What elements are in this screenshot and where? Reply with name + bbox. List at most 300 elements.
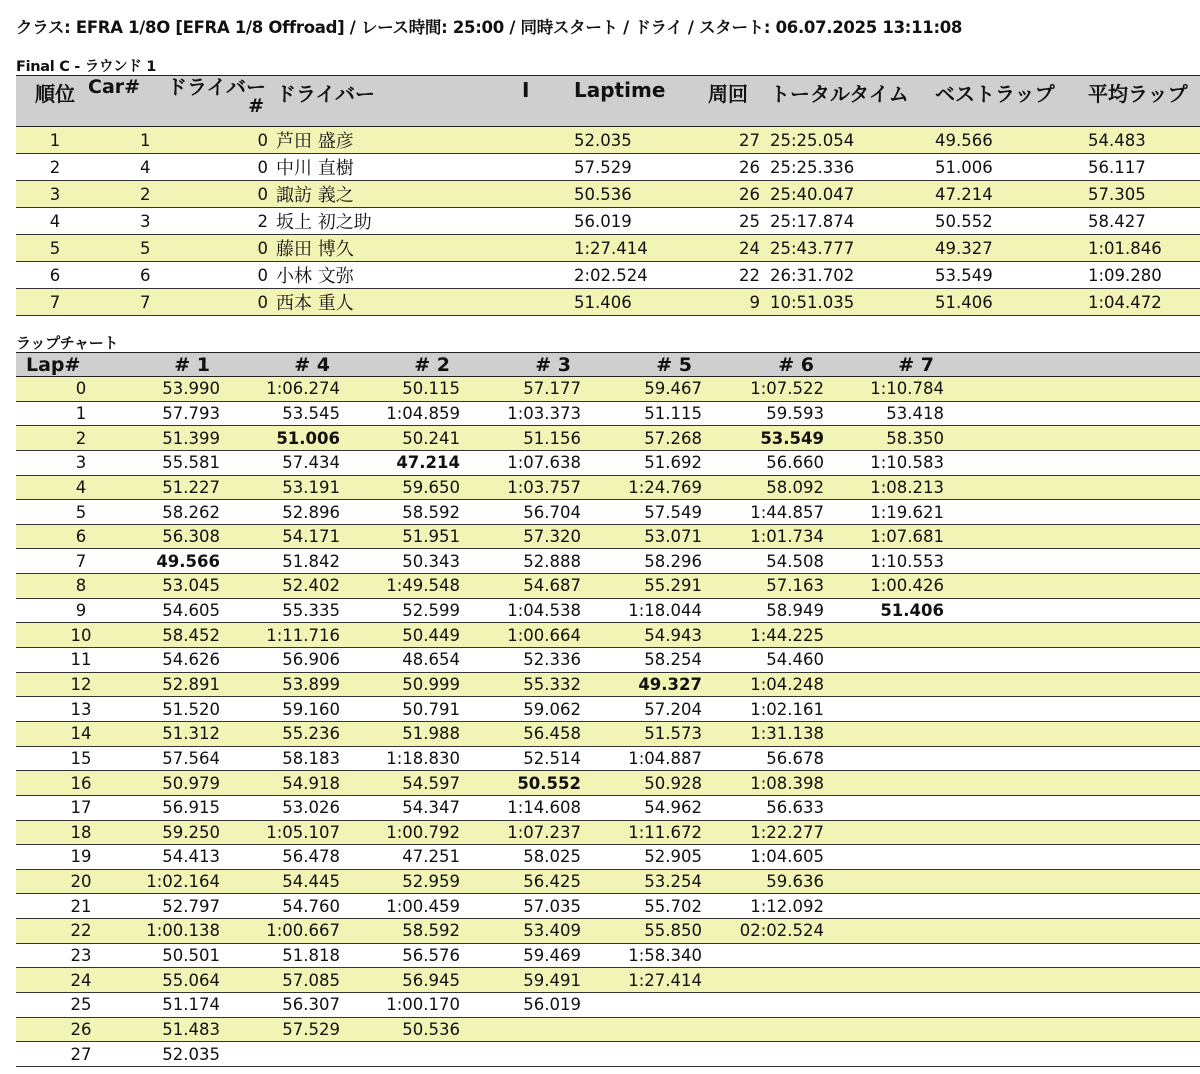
result-car bbox=[94, 289, 272, 316]
results-table bbox=[16, 75, 1200, 316]
result-car bbox=[94, 127, 272, 154]
lap-time: 51.006 bbox=[228, 426, 348, 451]
lap-time: 50.791 bbox=[348, 697, 468, 722]
lap-time: 56.478 bbox=[228, 845, 348, 870]
lap-time: 58.092 bbox=[710, 475, 832, 500]
result-driver-no: 0 bbox=[257, 130, 268, 150]
lap-number: 1 bbox=[16, 401, 146, 426]
result-pos: 7 bbox=[16, 289, 94, 316]
lapchart-filler-cell bbox=[952, 1042, 1200, 1067]
lapchart-row bbox=[16, 426, 1200, 451]
lap-time: 57.320 bbox=[468, 524, 589, 549]
lap-time: 1:01.734 bbox=[710, 524, 832, 549]
lapchart-row bbox=[16, 549, 1200, 574]
lapchart-col-car: # 5 bbox=[589, 353, 710, 377]
lap-time: 51.406 bbox=[832, 598, 952, 623]
lapchart-col-car: # 1 bbox=[146, 353, 228, 377]
lapchart-row bbox=[16, 993, 1200, 1018]
lap-time: 1:08.398 bbox=[710, 771, 832, 796]
lap-time: 57.204 bbox=[589, 697, 710, 722]
lapchart-row bbox=[16, 377, 1200, 402]
lap-time: 59.491 bbox=[468, 968, 589, 993]
lap-time: 54.597 bbox=[348, 771, 468, 796]
lap-time: 57.268 bbox=[589, 426, 710, 451]
lap-time: 58.592 bbox=[348, 500, 468, 525]
lap-time bbox=[832, 869, 952, 894]
result-avg: 57.305 bbox=[1088, 181, 1200, 208]
lap-time: 54.171 bbox=[228, 524, 348, 549]
lap-time: 53.191 bbox=[228, 475, 348, 500]
lapchart-row bbox=[16, 820, 1200, 845]
lap-time: 59.160 bbox=[228, 697, 348, 722]
result-best: 51.006 bbox=[935, 154, 1088, 181]
lapchart-filler-cell bbox=[952, 450, 1200, 475]
lap-time: 55.236 bbox=[228, 721, 348, 746]
lap-time: 56.458 bbox=[468, 721, 589, 746]
lapchart-filler-cell bbox=[952, 426, 1200, 451]
lap-time: 57.035 bbox=[468, 894, 589, 919]
result-laps: 26 bbox=[708, 154, 770, 181]
lap-time: 57.177 bbox=[468, 377, 589, 402]
lapchart-row bbox=[16, 401, 1200, 426]
lap-time: 57.434 bbox=[228, 450, 348, 475]
result-laptime: 51.406 bbox=[574, 289, 708, 316]
lap-time: 53.071 bbox=[589, 524, 710, 549]
lap-time: 1:07.638 bbox=[468, 450, 589, 475]
lap-time: 58.949 bbox=[710, 598, 832, 623]
lap-time: 52.959 bbox=[348, 869, 468, 894]
result-pos: 5 bbox=[16, 235, 94, 262]
lap-time: 56.660 bbox=[710, 450, 832, 475]
lap-time: 1:00.459 bbox=[348, 894, 468, 919]
lap-time: 53.045 bbox=[146, 574, 228, 599]
lapchart-filler-cell bbox=[952, 672, 1200, 697]
result-car-number: 5 bbox=[140, 238, 151, 258]
lap-time: 1:04.538 bbox=[468, 598, 589, 623]
lap-time: 50.928 bbox=[589, 771, 710, 796]
lapchart-row bbox=[16, 623, 1200, 648]
lap-time: 1:27.414 bbox=[589, 968, 710, 993]
result-driver-no: 0 bbox=[257, 184, 268, 204]
result-total: 25:25.336 bbox=[770, 154, 935, 181]
lap-time bbox=[832, 697, 952, 722]
lapchart-row bbox=[16, 721, 1200, 746]
lap-time: 55.291 bbox=[589, 574, 710, 599]
result-total: 26:31.702 bbox=[770, 262, 935, 289]
lap-time: 1:05.107 bbox=[228, 820, 348, 845]
lap-time: 1:19.621 bbox=[832, 500, 952, 525]
lap-time: 57.549 bbox=[589, 500, 710, 525]
lapchart-row bbox=[16, 845, 1200, 870]
lap-time: 50.501 bbox=[146, 943, 228, 968]
result-best: 53.549 bbox=[935, 262, 1088, 289]
result-total: 25:40.047 bbox=[770, 181, 935, 208]
lap-time: 56.906 bbox=[228, 648, 348, 673]
lap-time: 1:11.672 bbox=[589, 820, 710, 845]
result-avg: 1:09.280 bbox=[1088, 262, 1200, 289]
col-flag: I bbox=[522, 76, 574, 127]
lap-number: 22 bbox=[16, 919, 146, 944]
lap-time: 1:49.548 bbox=[348, 574, 468, 599]
lap-number: 10 bbox=[16, 623, 146, 648]
result-laps: 25 bbox=[708, 208, 770, 235]
lap-time: 55.335 bbox=[228, 598, 348, 623]
lap-time bbox=[832, 746, 952, 771]
lap-time: 56.307 bbox=[228, 993, 348, 1018]
lap-time: 1:00.170 bbox=[348, 993, 468, 1018]
lapchart-row bbox=[16, 672, 1200, 697]
lap-number: 13 bbox=[16, 697, 146, 722]
lap-time: 1:07.522 bbox=[710, 377, 832, 402]
result-car-number: 3 bbox=[140, 211, 151, 231]
lap-time bbox=[832, 721, 952, 746]
lap-time: 47.251 bbox=[348, 845, 468, 870]
lapchart-filler-cell bbox=[952, 549, 1200, 574]
lap-time: 57.163 bbox=[710, 574, 832, 599]
lapchart-filler-cell bbox=[952, 598, 1200, 623]
result-row bbox=[16, 127, 1200, 154]
col-laps: 周回 bbox=[708, 76, 770, 127]
results-header-row bbox=[16, 76, 1200, 127]
lap-number: 8 bbox=[16, 574, 146, 599]
lap-time bbox=[710, 993, 832, 1018]
heat-subtitle: Final C - ラウンド 1 bbox=[16, 59, 157, 75]
col-laptime: Laptime bbox=[574, 76, 708, 127]
col-avg: 平均ラップ bbox=[1088, 76, 1200, 127]
lapchart-filler-cell bbox=[952, 401, 1200, 426]
lap-time: 52.891 bbox=[146, 672, 228, 697]
lapchart-filler-cell bbox=[952, 623, 1200, 648]
lap-time: 47.214 bbox=[348, 450, 468, 475]
col-driver-no-l1: ドライバー bbox=[167, 75, 266, 99]
lapchart-col-car: # 4 bbox=[228, 353, 348, 377]
lap-number: 6 bbox=[16, 524, 146, 549]
col-driver-no-l2: # bbox=[248, 95, 264, 117]
lap-time: 53.418 bbox=[832, 401, 952, 426]
lap-time: 59.467 bbox=[589, 377, 710, 402]
lap-time: 59.062 bbox=[468, 697, 589, 722]
lap-number: 3 bbox=[16, 450, 146, 475]
result-flag bbox=[522, 289, 574, 316]
lap-time: 53.549 bbox=[710, 426, 832, 451]
lap-time: 50.115 bbox=[348, 377, 468, 402]
result-best: 51.406 bbox=[935, 289, 1088, 316]
lap-time bbox=[832, 1017, 952, 1042]
lap-number: 12 bbox=[16, 672, 146, 697]
lapchart-filler-cell bbox=[952, 993, 1200, 1018]
lap-time: 54.687 bbox=[468, 574, 589, 599]
lap-time: 1:58.340 bbox=[589, 943, 710, 968]
lap-time bbox=[832, 672, 952, 697]
lap-time bbox=[832, 845, 952, 870]
lap-number: 21 bbox=[16, 894, 146, 919]
lapchart-col-car: # 2 bbox=[348, 353, 468, 377]
lap-time: 49.566 bbox=[146, 549, 228, 574]
lapchart-row bbox=[16, 598, 1200, 623]
lap-time: 1:04.605 bbox=[710, 845, 832, 870]
result-best: 47.214 bbox=[935, 181, 1088, 208]
lap-time: 1:44.857 bbox=[710, 500, 832, 525]
result-driver-no: 2 bbox=[257, 211, 268, 231]
result-driver: 坂上 初之助 bbox=[272, 208, 522, 235]
result-laptime: 2:02.524 bbox=[574, 262, 708, 289]
lap-time bbox=[832, 623, 952, 648]
lap-time: 51.174 bbox=[146, 993, 228, 1018]
lap-time bbox=[832, 820, 952, 845]
lap-time: 1:00.664 bbox=[468, 623, 589, 648]
lapchart-row bbox=[16, 919, 1200, 944]
result-car bbox=[94, 208, 272, 235]
result-pos: 2 bbox=[16, 154, 94, 181]
lap-time: 54.943 bbox=[589, 623, 710, 648]
result-laps: 24 bbox=[708, 235, 770, 262]
lap-time: 1:10.553 bbox=[832, 549, 952, 574]
lap-time: 54.413 bbox=[146, 845, 228, 870]
lap-number: 15 bbox=[16, 746, 146, 771]
result-driver: 中川 直樹 bbox=[272, 154, 522, 181]
lapchart-row bbox=[16, 968, 1200, 993]
result-avg: 54.483 bbox=[1088, 127, 1200, 154]
lap-time: 54.445 bbox=[228, 869, 348, 894]
lapchart-filler-cell bbox=[952, 377, 1200, 402]
lap-time: 1:11.716 bbox=[228, 623, 348, 648]
result-driver: 藤田 博久 bbox=[272, 235, 522, 262]
lap-number: 9 bbox=[16, 598, 146, 623]
result-laps: 22 bbox=[708, 262, 770, 289]
result-total: 25:17.874 bbox=[770, 208, 935, 235]
lap-time bbox=[589, 1017, 710, 1042]
lapchart-row bbox=[16, 574, 1200, 599]
result-row bbox=[16, 235, 1200, 262]
result-car-number: 2 bbox=[140, 184, 151, 204]
lap-time: 52.896 bbox=[228, 500, 348, 525]
lap-time bbox=[228, 1042, 348, 1067]
lap-time: 1:04.248 bbox=[710, 672, 832, 697]
result-car-number: 1 bbox=[140, 130, 151, 150]
lapchart-col-filler bbox=[952, 353, 1200, 377]
lap-time: 50.241 bbox=[348, 426, 468, 451]
lap-number: 24 bbox=[16, 968, 146, 993]
lap-time: 52.797 bbox=[146, 894, 228, 919]
lapchart-filler-cell bbox=[952, 894, 1200, 919]
lap-time: 1:07.681 bbox=[832, 524, 952, 549]
lap-time: 51.988 bbox=[348, 721, 468, 746]
lapchart-filler-cell bbox=[952, 475, 1200, 500]
lap-time: 51.312 bbox=[146, 721, 228, 746]
result-car bbox=[94, 235, 272, 262]
lap-time: 51.115 bbox=[589, 401, 710, 426]
lap-time: 1:00.792 bbox=[348, 820, 468, 845]
lap-time bbox=[710, 943, 832, 968]
result-car bbox=[94, 154, 272, 181]
lap-time: 54.605 bbox=[146, 598, 228, 623]
lap-number: 19 bbox=[16, 845, 146, 870]
col-car: Car# bbox=[88, 76, 141, 98]
lapchart-row bbox=[16, 475, 1200, 500]
result-row bbox=[16, 181, 1200, 208]
lap-number: 20 bbox=[16, 869, 146, 894]
lapchart-filler-cell bbox=[952, 919, 1200, 944]
lap-time: 1:44.225 bbox=[710, 623, 832, 648]
result-driver-no: 0 bbox=[257, 157, 268, 177]
result-row bbox=[16, 154, 1200, 181]
race-header: クラス: EFRA 1/8O [EFRA 1/8 Offroad] / レース時間: 25:00 / 同時スタート / ドライ / スタート: 06.07.2025 13:11:08 bbox=[16, 18, 963, 37]
lap-time: 53.409 bbox=[468, 919, 589, 944]
result-driver: 諏訪 義之 bbox=[272, 181, 522, 208]
lap-time bbox=[589, 1042, 710, 1067]
result-flag bbox=[522, 262, 574, 289]
lapchart-filler-cell bbox=[952, 1017, 1200, 1042]
lap-time: 1:06.274 bbox=[228, 377, 348, 402]
lap-time: 1:02.161 bbox=[710, 697, 832, 722]
lapchart-filler-cell bbox=[952, 771, 1200, 796]
result-car-number: 4 bbox=[140, 157, 151, 177]
lap-time: 1:00.138 bbox=[146, 919, 228, 944]
lap-time bbox=[832, 648, 952, 673]
lap-time: 53.545 bbox=[228, 401, 348, 426]
lap-time bbox=[832, 968, 952, 993]
lap-time: 51.692 bbox=[589, 450, 710, 475]
lap-time bbox=[832, 795, 952, 820]
lap-time: 1:18.044 bbox=[589, 598, 710, 623]
lap-time bbox=[832, 771, 952, 796]
lap-time: 1:24.769 bbox=[589, 475, 710, 500]
lap-time: 54.508 bbox=[710, 549, 832, 574]
lapchart-row bbox=[16, 771, 1200, 796]
result-driver: 西本 重人 bbox=[272, 289, 522, 316]
result-driver: 芦田 盛彦 bbox=[272, 127, 522, 154]
lapchart-row bbox=[16, 869, 1200, 894]
lap-time: 1:03.373 bbox=[468, 401, 589, 426]
result-driver-no: 0 bbox=[257, 238, 268, 258]
lapchart-row bbox=[16, 1017, 1200, 1042]
result-laptime: 1:27.414 bbox=[574, 235, 708, 262]
lapchart-row bbox=[16, 524, 1200, 549]
result-total: 10:51.035 bbox=[770, 289, 935, 316]
lap-time: 54.460 bbox=[710, 648, 832, 673]
lap-time bbox=[832, 943, 952, 968]
lap-time: 51.573 bbox=[589, 721, 710, 746]
lap-time bbox=[468, 1017, 589, 1042]
result-flag bbox=[522, 235, 574, 262]
col-pos: 順位 bbox=[16, 76, 94, 127]
lap-number: 18 bbox=[16, 820, 146, 845]
col-driver-no bbox=[88, 75, 272, 127]
result-laps: 9 bbox=[708, 289, 770, 316]
lap-number: 23 bbox=[16, 943, 146, 968]
result-flag bbox=[522, 127, 574, 154]
lap-time: 57.529 bbox=[228, 1017, 348, 1042]
lap-time: 51.951 bbox=[348, 524, 468, 549]
lap-number: 0 bbox=[16, 377, 146, 402]
result-pos: 6 bbox=[16, 262, 94, 289]
result-avg: 58.427 bbox=[1088, 208, 1200, 235]
lapchart-row bbox=[16, 943, 1200, 968]
lap-number: 2 bbox=[16, 426, 146, 451]
lap-time: 1:03.757 bbox=[468, 475, 589, 500]
lap-time: 55.702 bbox=[589, 894, 710, 919]
result-laptime: 50.536 bbox=[574, 181, 708, 208]
lap-number: 11 bbox=[16, 648, 146, 673]
lap-time bbox=[710, 968, 832, 993]
lap-time: 50.979 bbox=[146, 771, 228, 796]
lap-time: 02:02.524 bbox=[710, 919, 832, 944]
lap-time: 58.452 bbox=[146, 623, 228, 648]
lap-time: 58.350 bbox=[832, 426, 952, 451]
lap-time: 56.704 bbox=[468, 500, 589, 525]
lap-time: 50.552 bbox=[468, 771, 589, 796]
lapchart-header-row bbox=[16, 353, 1200, 377]
lapchart-col-car: # 3 bbox=[468, 353, 589, 377]
result-driver-no: 0 bbox=[257, 265, 268, 285]
lap-time: 52.035 bbox=[146, 1042, 228, 1067]
lapchart-filler-cell bbox=[952, 943, 1200, 968]
lap-time bbox=[832, 1042, 952, 1067]
result-best: 49.327 bbox=[935, 235, 1088, 262]
lap-time: 52.599 bbox=[348, 598, 468, 623]
lap-time: 57.085 bbox=[228, 968, 348, 993]
result-total: 25:43.777 bbox=[770, 235, 935, 262]
lap-time: 56.425 bbox=[468, 869, 589, 894]
lap-number: 4 bbox=[16, 475, 146, 500]
lap-time: 51.156 bbox=[468, 426, 589, 451]
lap-time: 57.564 bbox=[146, 746, 228, 771]
result-avg: 1:01.846 bbox=[1088, 235, 1200, 262]
lapchart-col-car: # 7 bbox=[832, 353, 952, 377]
lap-time: 54.760 bbox=[228, 894, 348, 919]
lap-time bbox=[710, 1042, 832, 1067]
lap-time: 1:00.426 bbox=[832, 574, 952, 599]
lapchart-filler-cell bbox=[952, 500, 1200, 525]
lapchart-row bbox=[16, 648, 1200, 673]
lap-number: 17 bbox=[16, 795, 146, 820]
lap-time: 55.332 bbox=[468, 672, 589, 697]
lap-time: 56.019 bbox=[468, 993, 589, 1018]
lap-time: 59.250 bbox=[146, 820, 228, 845]
lap-time: 51.483 bbox=[146, 1017, 228, 1042]
lap-time: 50.999 bbox=[348, 672, 468, 697]
lapchart-filler-cell bbox=[952, 820, 1200, 845]
result-car bbox=[94, 181, 272, 208]
lap-time: 58.592 bbox=[348, 919, 468, 944]
lap-time: 50.449 bbox=[348, 623, 468, 648]
lap-time: 57.793 bbox=[146, 401, 228, 426]
lap-time: 50.343 bbox=[348, 549, 468, 574]
lap-time: 51.520 bbox=[146, 697, 228, 722]
lapchart-col-car: # 6 bbox=[710, 353, 832, 377]
result-avg: 56.117 bbox=[1088, 154, 1200, 181]
result-avg: 1:04.472 bbox=[1088, 289, 1200, 316]
lap-time: 50.536 bbox=[348, 1017, 468, 1042]
lapchart-filler-cell bbox=[952, 574, 1200, 599]
lap-time: 48.654 bbox=[348, 648, 468, 673]
lap-time: 55.850 bbox=[589, 919, 710, 944]
lap-time: 59.636 bbox=[710, 869, 832, 894]
lap-time: 51.818 bbox=[228, 943, 348, 968]
lap-number: 5 bbox=[16, 500, 146, 525]
col-best: ベストラップ bbox=[935, 76, 1088, 127]
lapchart-title: ラップチャート bbox=[16, 334, 119, 352]
result-driver: 小林 文弥 bbox=[272, 262, 522, 289]
result-pos: 4 bbox=[16, 208, 94, 235]
lap-time: 55.581 bbox=[146, 450, 228, 475]
result-laps: 26 bbox=[708, 181, 770, 208]
lapchart-row bbox=[16, 894, 1200, 919]
lapchart-filler-cell bbox=[952, 968, 1200, 993]
lap-time: 1:22.277 bbox=[710, 820, 832, 845]
result-laps: 27 bbox=[708, 127, 770, 154]
lap-time: 58.296 bbox=[589, 549, 710, 574]
